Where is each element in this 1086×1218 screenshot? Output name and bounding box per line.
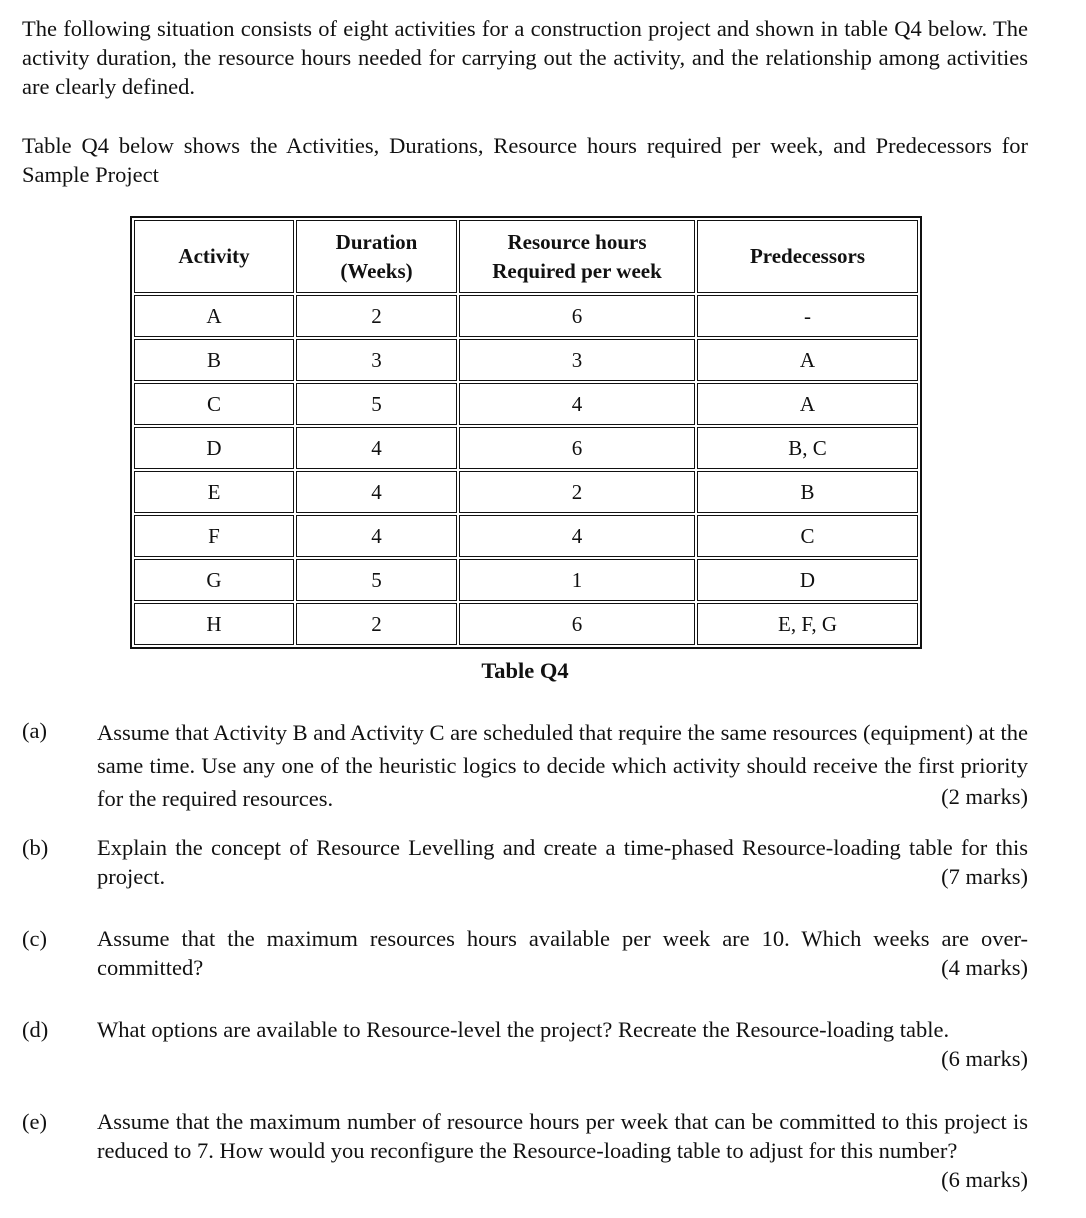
question-text: Assume that the maximum number of resource hours per week that can be committed to this project is reduced to 7. How would you reconfigure the Resource-loading table to adjust for this number? <box>97 1109 1028 1163</box>
cell-resource: 6 <box>459 603 695 645</box>
question-label: (a) <box>22 718 47 743</box>
question-marks: (4 marks) <box>941 955 1028 980</box>
cell-predecessors: C <box>697 515 918 557</box>
cell-duration: 3 <box>296 339 457 381</box>
cell-activity: B <box>134 339 294 381</box>
cell-predecessors: A <box>697 339 918 381</box>
cell-resource: 2 <box>459 471 695 513</box>
header-activity: Activity <box>134 220 294 293</box>
cell-predecessors: D <box>697 559 918 601</box>
table-caption-container <box>0 658 1086 684</box>
cell-duration: 4 <box>296 471 457 513</box>
question-text: Assume that Activity B and Activity C are scheduled that require the same resources (equipment) at the same time. Use any one of the heuristic logics to decide which activity should receive the first priority for the required resources. <box>97 720 1028 811</box>
cell-resource: 6 <box>459 427 695 469</box>
cell-duration: 4 <box>296 427 457 469</box>
table-caption: Table Q4 <box>481 658 569 683</box>
activity-table-container <box>130 216 918 643</box>
cell-duration: 2 <box>296 295 457 337</box>
cell-duration: 4 <box>296 515 457 557</box>
cell-activity: D <box>134 427 294 469</box>
question-label: (e) <box>22 1109 47 1134</box>
header-duration: Duration (Weeks) <box>296 220 457 293</box>
table-row <box>134 295 918 337</box>
header-resource-hours: Resource hours Required per week <box>459 220 695 293</box>
table-row <box>134 339 918 381</box>
cell-predecessors: E, F, G <box>697 603 918 645</box>
question-marks: (6 marks) <box>941 1167 1028 1192</box>
cell-duration: 5 <box>296 559 457 601</box>
cell-resource: 1 <box>459 559 695 601</box>
table-row <box>134 383 918 425</box>
table-row <box>134 471 918 513</box>
cell-predecessors: A <box>697 383 918 425</box>
header-predecessors: Predecessors <box>697 220 918 293</box>
cell-resource: 6 <box>459 295 695 337</box>
table-header-row <box>134 220 918 293</box>
table-intro-paragraph: Table Q4 below shows the Activities, Durations, Resource hours required per week, and Predecessors for Sample Project <box>22 133 1028 187</box>
table-row <box>134 515 918 557</box>
cell-activity: A <box>134 295 294 337</box>
cell-activity: H <box>134 603 294 645</box>
cell-predecessors: B, C <box>697 427 918 469</box>
question-text: What options are available to Resource-level the project? Recreate the Resource-loading table. <box>97 1017 950 1042</box>
cell-resource: 4 <box>459 515 695 557</box>
table-row <box>134 427 918 469</box>
cell-duration: 2 <box>296 603 457 645</box>
cell-activity: C <box>134 383 294 425</box>
cell-resource: 3 <box>459 339 695 381</box>
question-label: (c) <box>22 926 47 951</box>
cell-activity: G <box>134 559 294 601</box>
question-marks: (2 marks) <box>941 784 1028 809</box>
cell-duration: 5 <box>296 383 457 425</box>
cell-activity: F <box>134 515 294 557</box>
question-text: Explain the concept of Resource Levelling and create a time-phased Resource-loading table for this project. <box>97 835 1028 889</box>
table-row <box>134 603 918 645</box>
question-text: Assume that the maximum resources hours available per week are 10. Which weeks are over-committed? <box>97 926 1028 980</box>
cell-predecessors: B <box>697 471 918 513</box>
question-label: (d) <box>22 1017 49 1042</box>
cell-predecessors: - <box>697 295 918 337</box>
question-label: (b) <box>22 835 49 860</box>
question-marks: (7 marks) <box>941 864 1028 889</box>
activity-table <box>130 216 922 649</box>
cell-activity: E <box>134 471 294 513</box>
cell-resource: 4 <box>459 383 695 425</box>
table-row <box>134 559 918 601</box>
intro-paragraph: The following situation consists of eight activities for a construction project and shown in table Q4 below. The activity duration, the resource hours needed for carrying out the activity, and the relationship among activities are clearly defined. <box>22 16 1028 99</box>
question-marks: (6 marks) <box>941 1046 1028 1071</box>
